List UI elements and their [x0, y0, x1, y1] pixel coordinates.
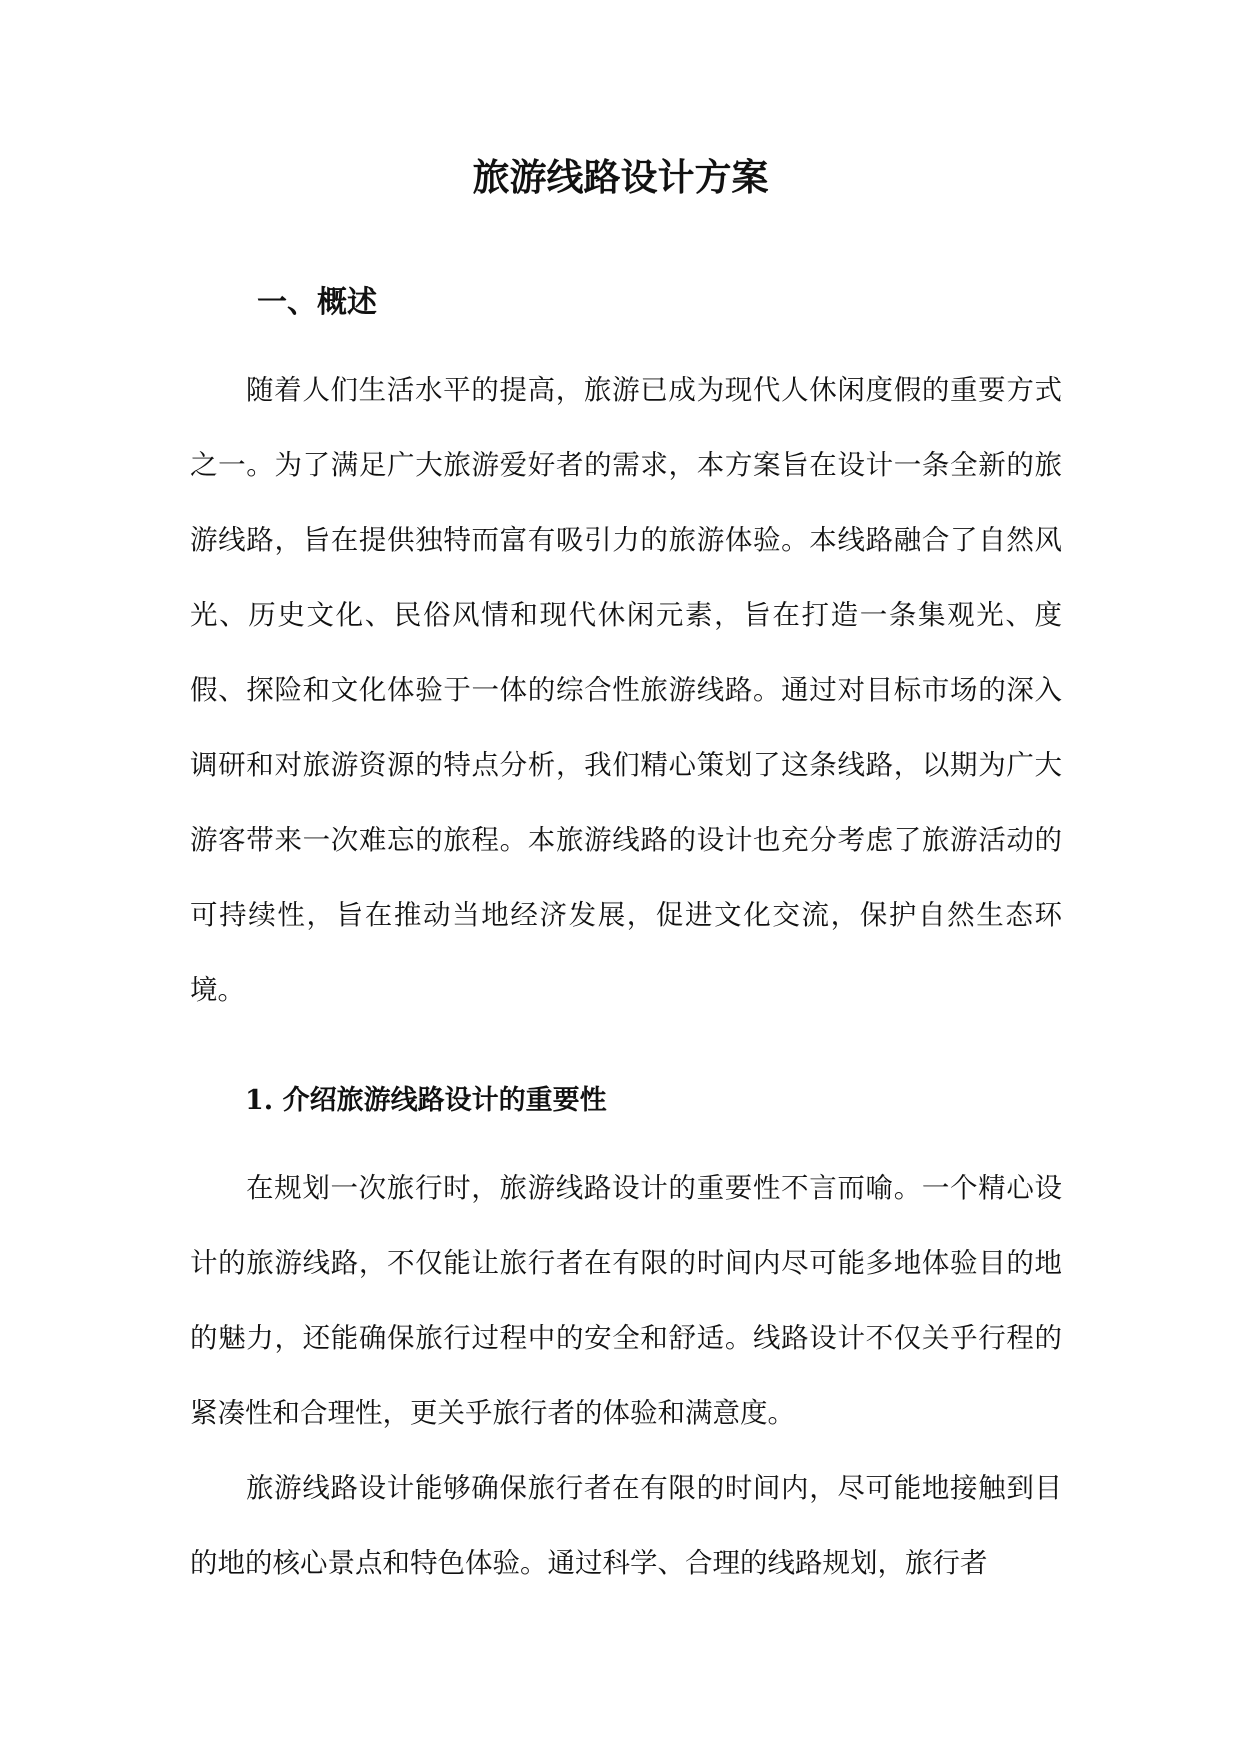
subsection-heading-importance: 1. 介绍旅游线路设计的重要性: [245, 1085, 607, 1116]
section-heading-overview: 一、概述: [257, 285, 377, 320]
document-title: 旅游线路设计方案: [472, 155, 769, 199]
paragraph-overview: 随着人们生活水平的提高，旅游已成为现代人休闲度假的重要方式之一。为了满足广大旅游爱好者的需求，本方案旨在设计一条全新的旅游线路，旨在提供独特而富有吸引力的旅游体验。本线路融合了自然风光、历史文化、民俗风情和现代休闲元素，旨在打造一条集观光、度假、探险和文化体验于一体的综合性旅游线路。通过对目标市场的深入调研和对旅游资源的特点分析，我们精心策划了这条线路，以期为广大游客带来一次难忘的旅程。本旅游线路的设计也充分考虑了旅游活动的可持续性，旨在推动当地经济发展，促进文化交流，保护自然生态环境。: [190, 374, 1062, 1006]
paragraph-importance-2: 旅游线路设计能够确保旅行者在有限的时间内，尽可能地接触到目的地的核心景点和特色体验。通过科学、合理的线路规划，旅行者: [190, 1472, 1062, 1579]
paragraph-importance-1: 在规划一次旅行时，旅游线路设计的重要性不言而喻。一个精心设计的旅游线路，不仅能让旅行者在有限的时间内尽可能多地体验目的地的魅力，还能确保旅行过程中的安全和舒适。线路设计不仅关乎行程的紧凑性和合理性，更关乎旅行者的体验和满意度。: [190, 1172, 1062, 1429]
